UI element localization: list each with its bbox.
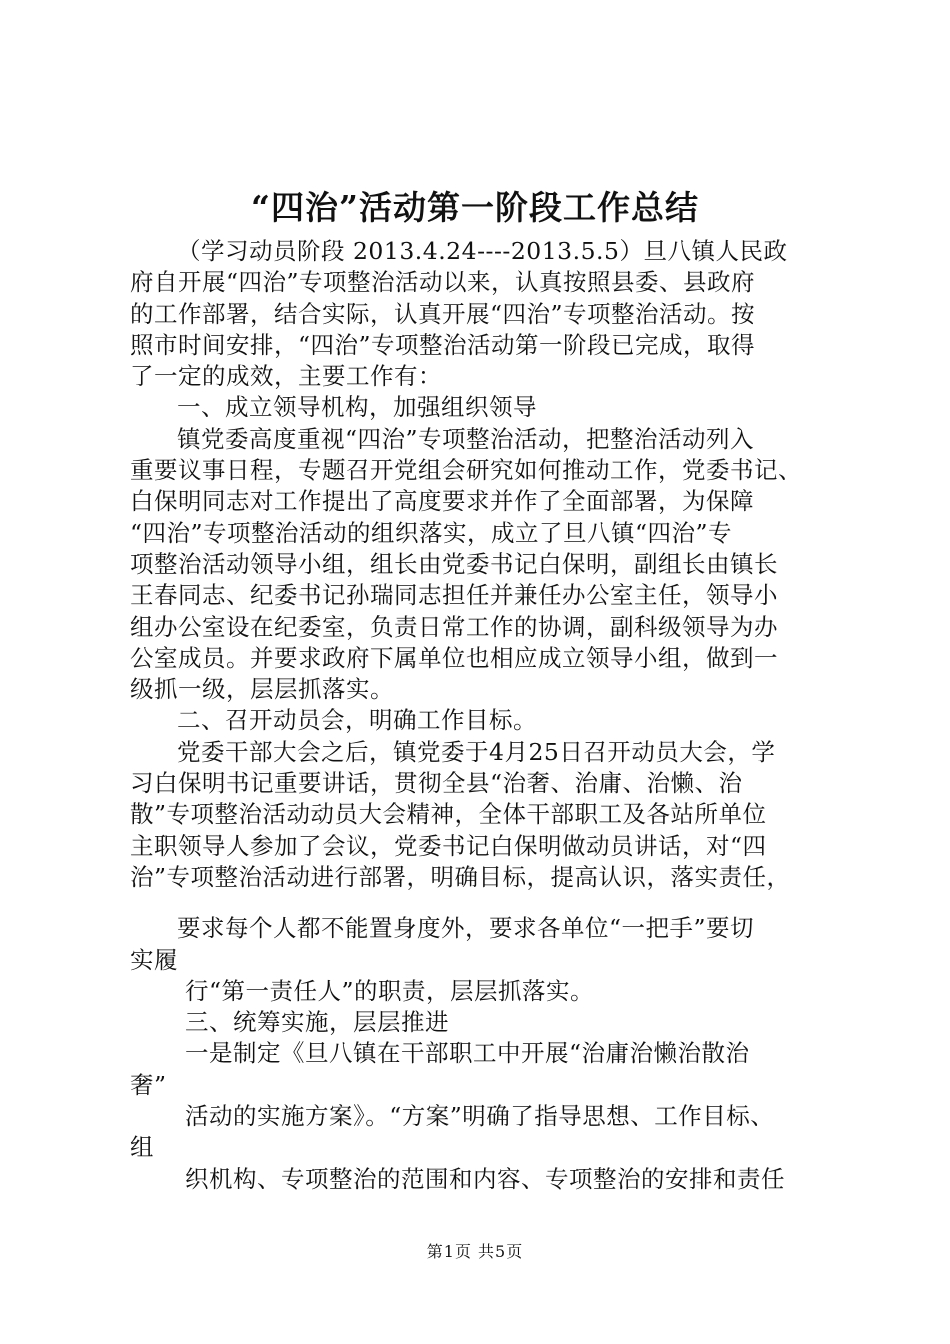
body-line: 组办公室设在纪委室，负责日常工作的协调，副科级领导为办	[130, 612, 778, 641]
body-line: 行“第一责任人”的职责，层层抓落实。	[185, 976, 595, 1005]
body-line: （学习动员阶段 2013.4.24----2013.5.5）旦八镇人民政	[177, 237, 788, 265]
body-line: 活动的实施方案》。“方案”明确了指导思想、工作目标、	[185, 1102, 775, 1131]
body-line: “四治”专项整治活动的组织落实，成立了旦八镇“四治”专	[130, 518, 733, 547]
body-line: 重要议事日程，专题召开党组会研究如何推动工作，党委书记、	[130, 456, 802, 485]
body-line: 照市时间安排，“四治”专项整治活动第一阶段已完成，取得	[130, 330, 756, 359]
body-line: 散”专项整治活动动员大会精神，全体干部职工及各站所单位	[130, 800, 767, 829]
section-heading: 一、成立领导机构，加强组织领导	[177, 393, 537, 422]
body-line: 项整治活动领导小组，组长由党委书记白保明，副组长由镇长	[130, 549, 778, 578]
paragraph-gap	[130, 893, 835, 913]
body-line: 主职领导人参加了会议，党委书记白保明做动员讲话，对“四	[130, 831, 767, 860]
document-title: “四治”活动第一阶段工作总结	[251, 188, 699, 227]
body-line: 级抓一级，层层抓落实。	[130, 675, 394, 704]
body-line: 白保明同志对工作提出了高度要求并作了全面部署，为保障	[130, 487, 754, 516]
body-line: 了一定的成效，主要工作有：	[130, 362, 442, 391]
body-line: 习白保明书记重要讲话，贯彻全县“治奢、治庸、治懒、治	[130, 769, 743, 798]
body-line: 公室成员。并要求政府下属单位也相应成立领导小组，做到一	[130, 643, 778, 672]
body-line: 王春同志、纪委书记孙瑞同志担任并兼任办公室主任，领导小	[130, 581, 778, 610]
body-line: 奢”	[130, 1070, 167, 1099]
body-line: 党委干部大会之后，镇党委于4月25日召开动员大会，学	[177, 737, 776, 766]
body-line: 实履	[130, 945, 178, 974]
body-line: 镇党委高度重视“四治”专项整治活动，把整治活动列入	[177, 424, 755, 453]
body-line: 的工作部署，结合实际，认真开展“四治”专项整治活动。按	[130, 299, 756, 328]
section-heading: 三、统筹实施，层层推进	[185, 1008, 449, 1037]
page-number: 第1页 共5页	[426, 1242, 524, 1261]
body-line: 治”专项整治活动进行部署，明确目标，提高认识，落实责任，	[130, 862, 791, 891]
section-heading: 二、召开动员会，明确工作目标。	[177, 706, 537, 735]
body-line: 府自开展“四治”专项整治活动以来，认真按照县委、县政府	[130, 268, 756, 297]
body-line: 要求每个人都不能置身度外，要求各单位“一把手”要切	[177, 914, 755, 943]
body-line: 一是制定《旦八镇在干部职工中开展“治庸治懒治散治	[185, 1039, 750, 1068]
body-line: 织机构、专项整治的范围和内容、专项整治的安排和责任	[185, 1164, 785, 1193]
document-body	[130, 236, 835, 1195]
body-line: 组	[130, 1133, 154, 1162]
